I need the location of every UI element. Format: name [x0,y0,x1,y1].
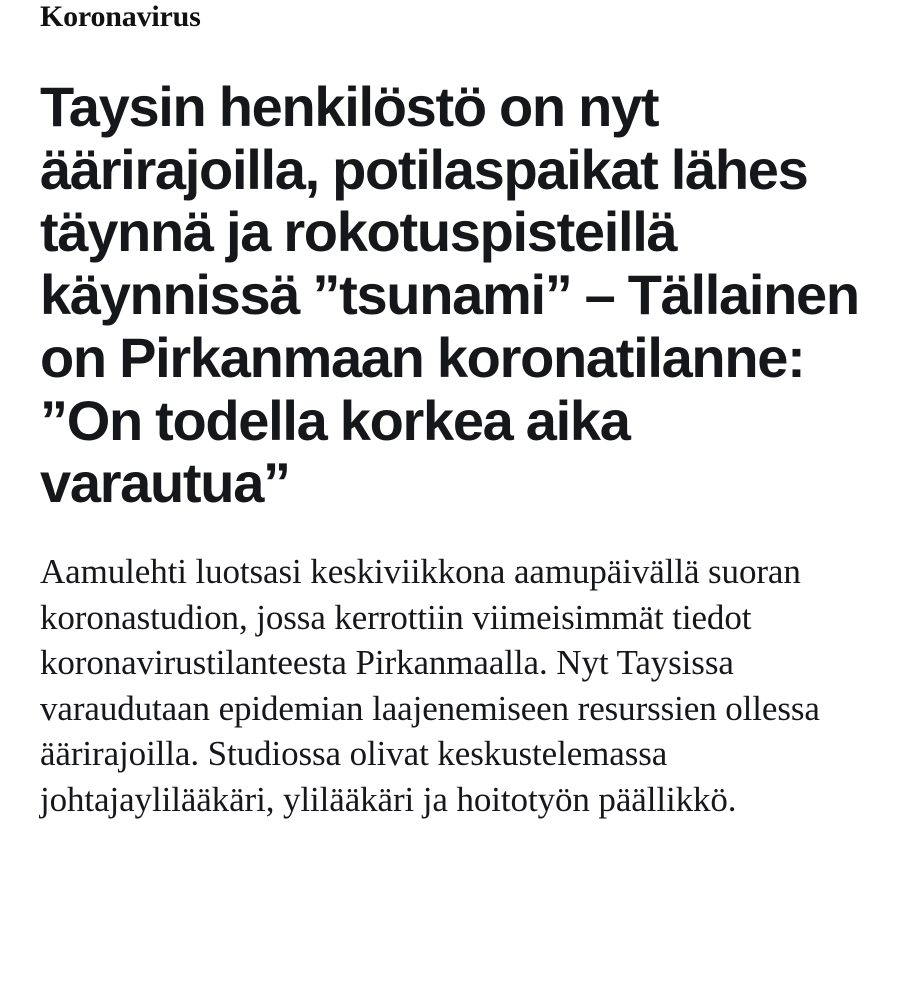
article-kicker[interactable]: Koronavirus [40,0,201,33]
article-headline: Taysin henkilöstö on nyt äärirajoilla, potilaspaikat lähes täynnä ja rokotuspisteillä käynnissä ”tsunami” – Tällainen on Pirkanmaan koronatilanne: ”On todella korkea aika varautua” [40,75,859,515]
article-lead-paragraph: Aamulehti luotsasi keskiviikkona aamupäivällä suoran koronastudion, jossa kerrottiin viimeisimmät tiedot koronavirustilanteesta Pirkanmaalla. Nyt Taysissa varaudutaan epidemian laajenemiseen resurssien ollessa äärirajoilla. Studiossa olivat keskustelemassa johtajaylilääkäri, ylilääkäri ja hoitotyön päällikkö. [40,552,820,819]
